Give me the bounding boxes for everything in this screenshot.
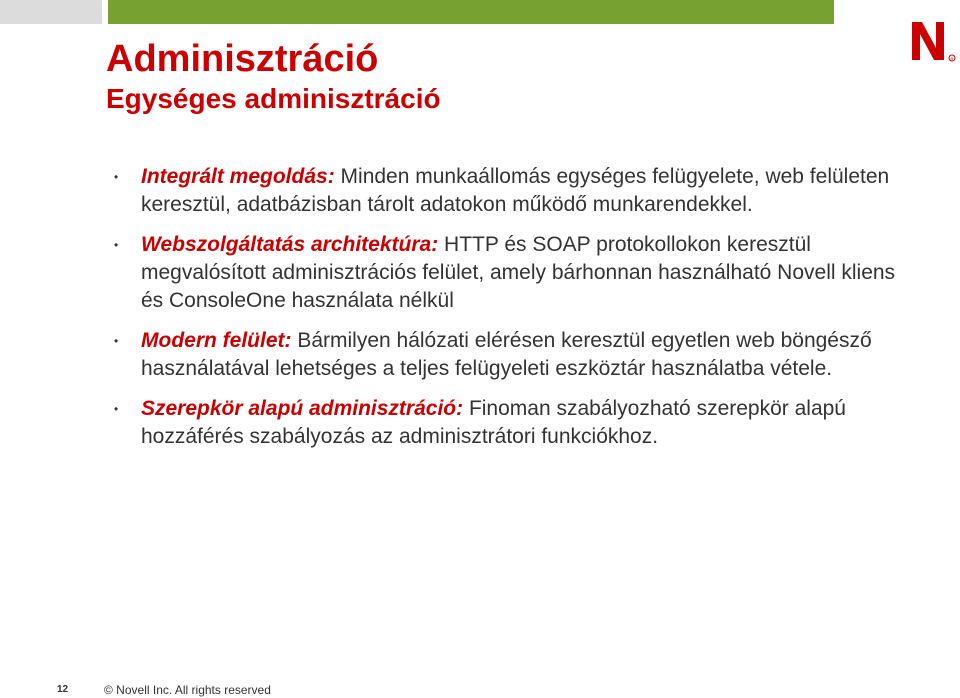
bullet-item-integrated bbox=[114, 163, 914, 219]
bullet-list bbox=[114, 163, 914, 463]
page-subtitle: Egységes adminisztráció bbox=[106, 83, 441, 114]
header-green-bar bbox=[108, 0, 834, 24]
bullet-term: Modern felület: bbox=[141, 329, 292, 352]
bullet-term: Webszolgáltatás architektúra: bbox=[141, 233, 439, 256]
bullet-term: Integrált megoldás: bbox=[141, 165, 335, 188]
bullet-item-webservice bbox=[114, 231, 914, 315]
bullet-item-modern-ui bbox=[114, 327, 914, 383]
bullet-text: HTTP és SOAP protokollokon keresztül megvalósított adminisztrációs felület, amely bárhonnan használható Novell kliens és ConsoleOne használata nélkül bbox=[141, 233, 896, 312]
bullet-text: Minden munkaállomás egységes felügyelete, web felületen keresztül, adatbázisban tárolt adatokon működő munkarendekkel. bbox=[141, 165, 890, 216]
bullet-dot-icon: • bbox=[114, 334, 119, 348]
bullet-text: Finoman szabályozható szerepkör alapú hozzáférés szabályozás az adminisztrátori funkciókhoz. bbox=[141, 397, 846, 448]
bullet-text: Bármilyen hálózati elérésen keresztül egyetlen web böngésző használatával lehetséges a teljes felügyeleti eszköztár használatba vétele. bbox=[141, 329, 872, 380]
svg-text:R: R bbox=[950, 56, 954, 61]
slide-footer bbox=[0, 676, 960, 698]
bullet-dot-icon: • bbox=[114, 402, 119, 416]
page-number: 12 bbox=[57, 684, 69, 695]
bullet-dot-icon: • bbox=[114, 238, 119, 252]
bullet-item-role-based bbox=[114, 395, 914, 451]
bullet-dot-icon: • bbox=[114, 170, 119, 184]
novell-logo bbox=[906, 18, 958, 66]
header-gray-bar bbox=[0, 0, 102, 24]
page-title: Adminisztráció bbox=[106, 38, 379, 80]
bullet-term: Szerepkör alapú adminisztráció: bbox=[141, 397, 464, 420]
copyright-text: © Novell Inc. All rights reserved bbox=[104, 683, 271, 697]
